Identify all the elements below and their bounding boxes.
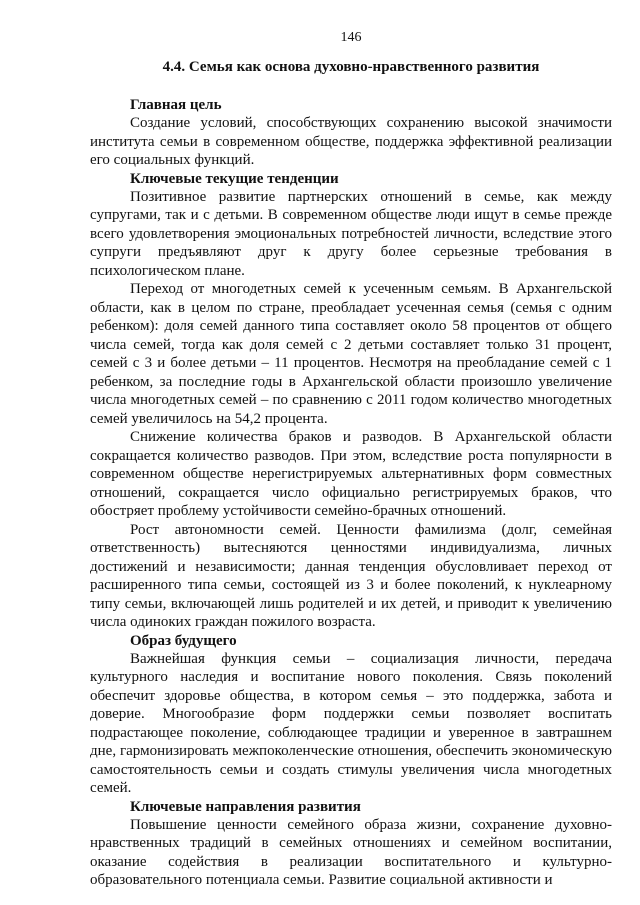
page-number: 146 [340,30,362,45]
paragraph: Важнейшая функция семьи – социализация личности, передача культурного наследия и воспитание нового поколения. Связь поколений обеспечит здоровье общества, в котором семья – это поддержка, забота и доверие. Многообразие форм поддержки семьи позволяет воспитать подрастающее поколение, соблюдающее традиции и уверенное в завтрашнем дне, гармонизировать межпоколенческие отношения, обеспечить экономическую самостоятельность семьи и создать стимулы увеличения числа многодетных семей. [90,650,612,796]
paragraph: Переход от многодетных семей к усеченным семьям. В Архангельской области, как в целом по стране, преобладает усеченная семья (семья с одним ребенком): доля семей данного типа составляет около 58 процентов от общего числа семей, тогда как доля семей с 2 детьми составляет только 31 процент, семей с 3 и более детьми – 11 процентов. Несмотря на преобладание семей с 1 ребенком, за последние годы в Архангельской области произошло увеличение числа многодетных семей – по сравнению с 2011 годом количество многодетных семей увеличилось на 54,2 процента. [90,281,612,427]
paragraph: Позитивное развитие партнерских отношений в семье, как между супругами, так и с детьми. В современном обществе люди ищут в семье прежде всего удовлетворения эмоциональных потребностей личности, вследствие этого супруги предъявляют друг к другу более серьезные требования в психологическом плане. [90,188,612,279]
section-heading: Ключевые текущие тенденции [130,170,339,187]
document-body [90,96,612,890]
paragraph: Снижение количества браков и разводов. В Архангельской области сокращается количество разводов. При этом, вследствие роста популярности в современном обществе нерегистрируемых альтернативных форм совместных отношений, сокращается число официально регистрируемых браков, что обостряет проблему устойчивости семейно-брачных отношений. [90,429,612,519]
paragraph: Создание условий, способствующих сохранению высокой значимости института семьи в современном обществе, поддержка эффективной реализации его социальных функций. [90,115,612,168]
section-heading: Образ будущего [130,632,237,649]
section-heading: Ключевые направления развития [130,798,361,815]
paragraph: Повышение ценности семейного образа жизни, сохранение духовно-нравственных традиций в семейных отношениях и семейном воспитании, оказание содействия в реализации воспитательного и культурно-образовательного потенциала семьи. Развитие социальной активности и [90,816,612,888]
paragraph: Рост автономности семей. Ценности фамилизма (долг, семейная ответственность) вытесняются ценностями индивидуализма, личных достижений и независимости; данная тенденция обусловливает переход от расширенного типа семьи, состоящей из 3 и более поколений, к нуклеарному типу семьи, включающей лишь родителей и их детей, и приводит к увеличению числа одиноких граждан пожилого возраста. [90,521,612,630]
section-heading: Главная цель [130,97,222,113]
section-title: 4.4. Семья как основа духовно-нравственного развития [162,59,540,75]
